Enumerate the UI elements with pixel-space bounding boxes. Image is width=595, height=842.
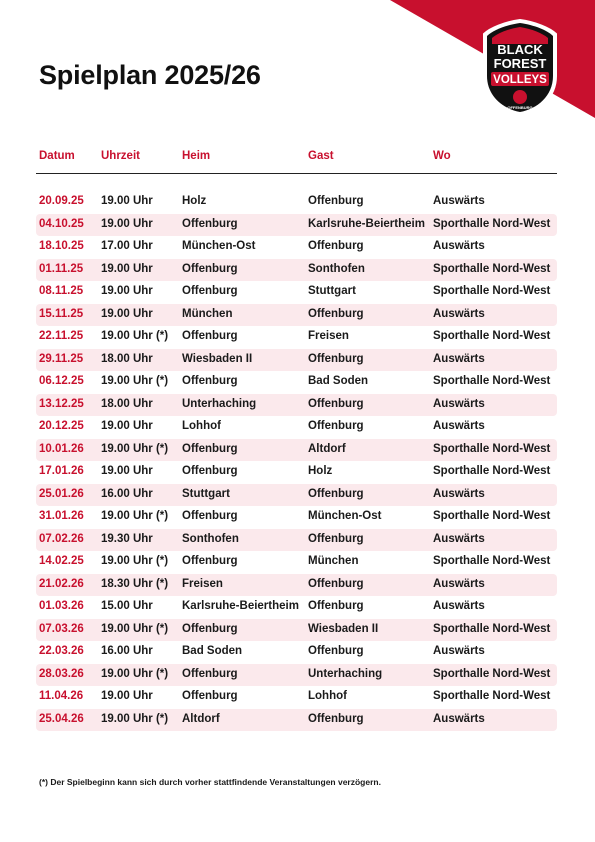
venue-cell: Sporthalle Nord-West	[433, 285, 551, 297]
table-row	[36, 394, 557, 417]
guest-cell: Stuttgart	[308, 285, 356, 297]
venue-cell: Auswärts	[433, 352, 485, 365]
venue-cell: Auswärts	[433, 645, 485, 657]
home-cell: Offenburg	[182, 622, 238, 635]
venue-cell: Sporthalle Nord-West	[433, 690, 551, 702]
guest-cell: Wiesbaden II	[308, 622, 379, 635]
table-row	[36, 349, 557, 372]
page-title: Spielplan 2025/26	[39, 60, 261, 90]
date-cell: 15.11.25	[39, 307, 84, 320]
table-header	[36, 150, 557, 174]
table-row	[36, 506, 557, 529]
home-cell: Offenburg	[182, 442, 238, 455]
guest-cell: Offenburg	[308, 307, 364, 320]
header-uhrzeit: Uhrzeit	[101, 150, 140, 162]
date-cell: 06.12.25	[39, 375, 84, 387]
date-cell: 20.09.25	[39, 195, 84, 207]
time-cell: 16.00 Uhr	[101, 487, 153, 500]
schedule-table	[36, 150, 557, 725]
venue-cell: Auswärts	[433, 195, 485, 207]
table-row	[36, 596, 557, 619]
time-cell: 19.00 Uhr	[101, 690, 153, 702]
venue-cell: Auswärts	[433, 420, 485, 432]
time-cell: 18.00 Uhr	[101, 397, 153, 410]
date-cell: 13.12.25	[39, 397, 84, 410]
table-body	[36, 191, 557, 731]
time-cell: 18.00 Uhr	[101, 352, 153, 365]
guest-cell: Offenburg	[308, 487, 364, 500]
table-row	[36, 686, 557, 709]
table-row	[36, 236, 557, 259]
table-row	[36, 416, 557, 439]
venue-cell: Sporthalle Nord-West	[433, 510, 551, 522]
date-cell: 29.11.25	[39, 352, 84, 365]
time-cell: 19.00 Uhr (*)	[101, 375, 169, 387]
date-cell: 10.01.26	[39, 442, 84, 455]
guest-cell: Offenburg	[308, 397, 364, 410]
time-cell: 19.00 Uhr (*)	[101, 712, 169, 725]
guest-cell: Bad Soden	[308, 375, 369, 387]
table-row	[36, 461, 557, 484]
table-row	[36, 641, 557, 664]
guest-cell: Offenburg	[308, 577, 364, 590]
home-cell: München	[182, 307, 233, 320]
date-cell: 14.02.25	[39, 555, 84, 567]
date-cell: 01.03.26	[39, 600, 84, 612]
home-cell: Stuttgart	[182, 487, 230, 500]
home-cell: Wiesbaden II	[182, 352, 253, 365]
time-cell: 17.00 Uhr	[101, 240, 153, 252]
date-cell: 28.03.26	[39, 667, 84, 680]
home-cell: Altdorf	[182, 712, 220, 725]
home-cell: München-Ost	[182, 240, 256, 252]
venue-cell: Auswärts	[433, 600, 485, 612]
date-cell: 07.02.26	[39, 532, 84, 545]
venue-cell: Auswärts	[433, 532, 485, 545]
venue-cell: Sporthalle Nord-West	[433, 330, 551, 342]
home-cell: Karlsruhe-Beiertheim	[182, 600, 299, 612]
home-cell: Offenburg	[182, 285, 238, 297]
header-wo: Wo	[433, 150, 451, 162]
venue-cell: Sporthalle Nord-West	[433, 465, 551, 477]
venue-cell: Sporthalle Nord-West	[433, 622, 551, 635]
venue-cell: Auswärts	[433, 397, 485, 410]
guest-cell: Karlsruhe-Beiertheim	[308, 217, 425, 230]
table-row	[36, 281, 557, 304]
date-cell: 08.11.25	[39, 285, 84, 297]
logo-text-offenburg: OFFENBURG	[507, 105, 533, 110]
guest-cell: Unterhaching	[308, 667, 383, 680]
home-cell: Offenburg	[182, 690, 238, 702]
guest-cell: Altdorf	[308, 442, 346, 455]
table-row	[36, 371, 557, 394]
guest-cell: München	[308, 555, 359, 567]
date-cell: 11.04.26	[39, 690, 84, 702]
date-cell: 22.03.26	[39, 645, 84, 657]
venue-cell: Sporthalle Nord-West	[433, 262, 551, 275]
venue-cell: Sporthalle Nord-West	[433, 375, 551, 387]
guest-cell: Offenburg	[308, 240, 364, 252]
guest-cell: Offenburg	[308, 195, 364, 207]
guest-cell: München-Ost	[308, 510, 382, 522]
table-row	[36, 259, 557, 282]
table-row	[36, 574, 557, 597]
home-cell: Bad Soden	[182, 645, 243, 657]
home-cell: Offenburg	[182, 510, 238, 522]
home-cell: Offenburg	[182, 465, 238, 477]
venue-cell: Auswärts	[433, 240, 485, 252]
home-cell: Unterhaching	[182, 397, 257, 410]
header-datum: Datum	[39, 150, 75, 162]
table-row	[36, 326, 557, 349]
guest-cell: Offenburg	[308, 645, 364, 657]
date-cell: 31.01.26	[39, 510, 84, 522]
time-cell: 19.00 Uhr	[101, 195, 153, 207]
time-cell: 15.00 Uhr	[101, 600, 153, 612]
home-cell: Offenburg	[182, 217, 238, 230]
table-row	[36, 551, 557, 574]
home-cell: Freisen	[182, 577, 223, 590]
venue-cell: Sporthalle Nord-West	[433, 442, 551, 455]
table-row	[36, 191, 557, 214]
guest-cell: Holz	[308, 465, 333, 477]
home-cell: Offenburg	[182, 375, 238, 387]
guest-cell: Offenburg	[308, 600, 364, 612]
time-cell: 19.00 Uhr (*)	[101, 442, 169, 455]
logo-text-black: BLACK	[497, 42, 543, 57]
home-cell: Holz	[182, 195, 207, 207]
venue-cell: Sporthalle Nord-West	[433, 217, 551, 230]
venue-cell: Auswärts	[433, 712, 485, 725]
time-cell: 19.00 Uhr (*)	[101, 555, 169, 567]
time-cell: 19.00 Uhr (*)	[101, 330, 169, 342]
home-cell: Offenburg	[182, 330, 238, 342]
guest-cell: Offenburg	[308, 532, 364, 545]
time-cell: 19.00 Uhr (*)	[101, 622, 169, 635]
date-cell: 25.01.26	[39, 487, 84, 500]
home-cell: Offenburg	[182, 262, 238, 275]
venue-cell: Auswärts	[433, 487, 485, 500]
venue-cell: Sporthalle Nord-West	[433, 667, 551, 680]
header-gast: Gast	[308, 150, 334, 162]
time-cell: 19.30 Uhr	[101, 532, 153, 545]
time-cell: 19.00 Uhr	[101, 217, 153, 230]
home-cell: Offenburg	[182, 555, 238, 567]
time-cell: 19.00 Uhr	[101, 465, 153, 477]
table-row	[36, 439, 557, 462]
date-cell: 25.04.26	[39, 712, 84, 725]
home-cell: Lohhof	[182, 420, 221, 432]
date-cell: 20.12.25	[39, 420, 84, 432]
table-row	[36, 484, 557, 507]
home-cell: Sonthofen	[182, 532, 239, 545]
time-cell: 19.00 Uhr	[101, 307, 153, 320]
date-cell: 22.11.25	[39, 330, 84, 342]
table-row	[36, 214, 557, 237]
guest-cell: Freisen	[308, 330, 349, 342]
guest-cell: Offenburg	[308, 420, 364, 432]
date-cell: 07.03.26	[39, 622, 84, 635]
venue-cell: Auswärts	[433, 577, 485, 590]
table-row	[36, 664, 557, 687]
home-cell: Offenburg	[182, 667, 238, 680]
date-cell: 17.01.26	[39, 465, 84, 477]
header-heim: Heim	[182, 150, 211, 162]
date-cell: 18.10.25	[39, 240, 84, 252]
table-row	[36, 529, 557, 552]
logo-text-volleys: VOLLEYS	[493, 74, 547, 86]
time-cell: 19.00 Uhr (*)	[101, 510, 169, 522]
guest-cell: Lohhof	[308, 690, 347, 702]
table-row	[36, 709, 557, 732]
date-cell: 21.02.26	[39, 577, 84, 590]
time-cell: 19.00 Uhr (*)	[101, 667, 169, 680]
venue-cell: Sporthalle Nord-West	[433, 555, 551, 567]
time-cell: 16.00 Uhr	[101, 645, 153, 657]
table-row	[36, 304, 557, 327]
logo-text-forest: FOREST	[493, 56, 547, 71]
time-cell: 18.30 Uhr (*)	[101, 577, 169, 590]
black-forest-volleys-logo	[480, 18, 560, 116]
date-cell: 01.11.25	[39, 262, 84, 275]
date-cell: 04.10.25	[39, 217, 84, 230]
guest-cell: Offenburg	[308, 712, 364, 725]
venue-cell: Auswärts	[433, 307, 485, 320]
guest-cell: Sonthofen	[308, 262, 365, 275]
time-cell: 19.00 Uhr	[101, 262, 153, 275]
table-row	[36, 619, 557, 642]
footnote: (*) Der Spielbeginn kann sich durch vorher stattfindende Veranstaltungen verzögern.	[39, 777, 381, 787]
time-cell: 19.00 Uhr	[101, 285, 153, 297]
time-cell: 19.00 Uhr	[101, 420, 153, 432]
guest-cell: Offenburg	[308, 352, 364, 365]
